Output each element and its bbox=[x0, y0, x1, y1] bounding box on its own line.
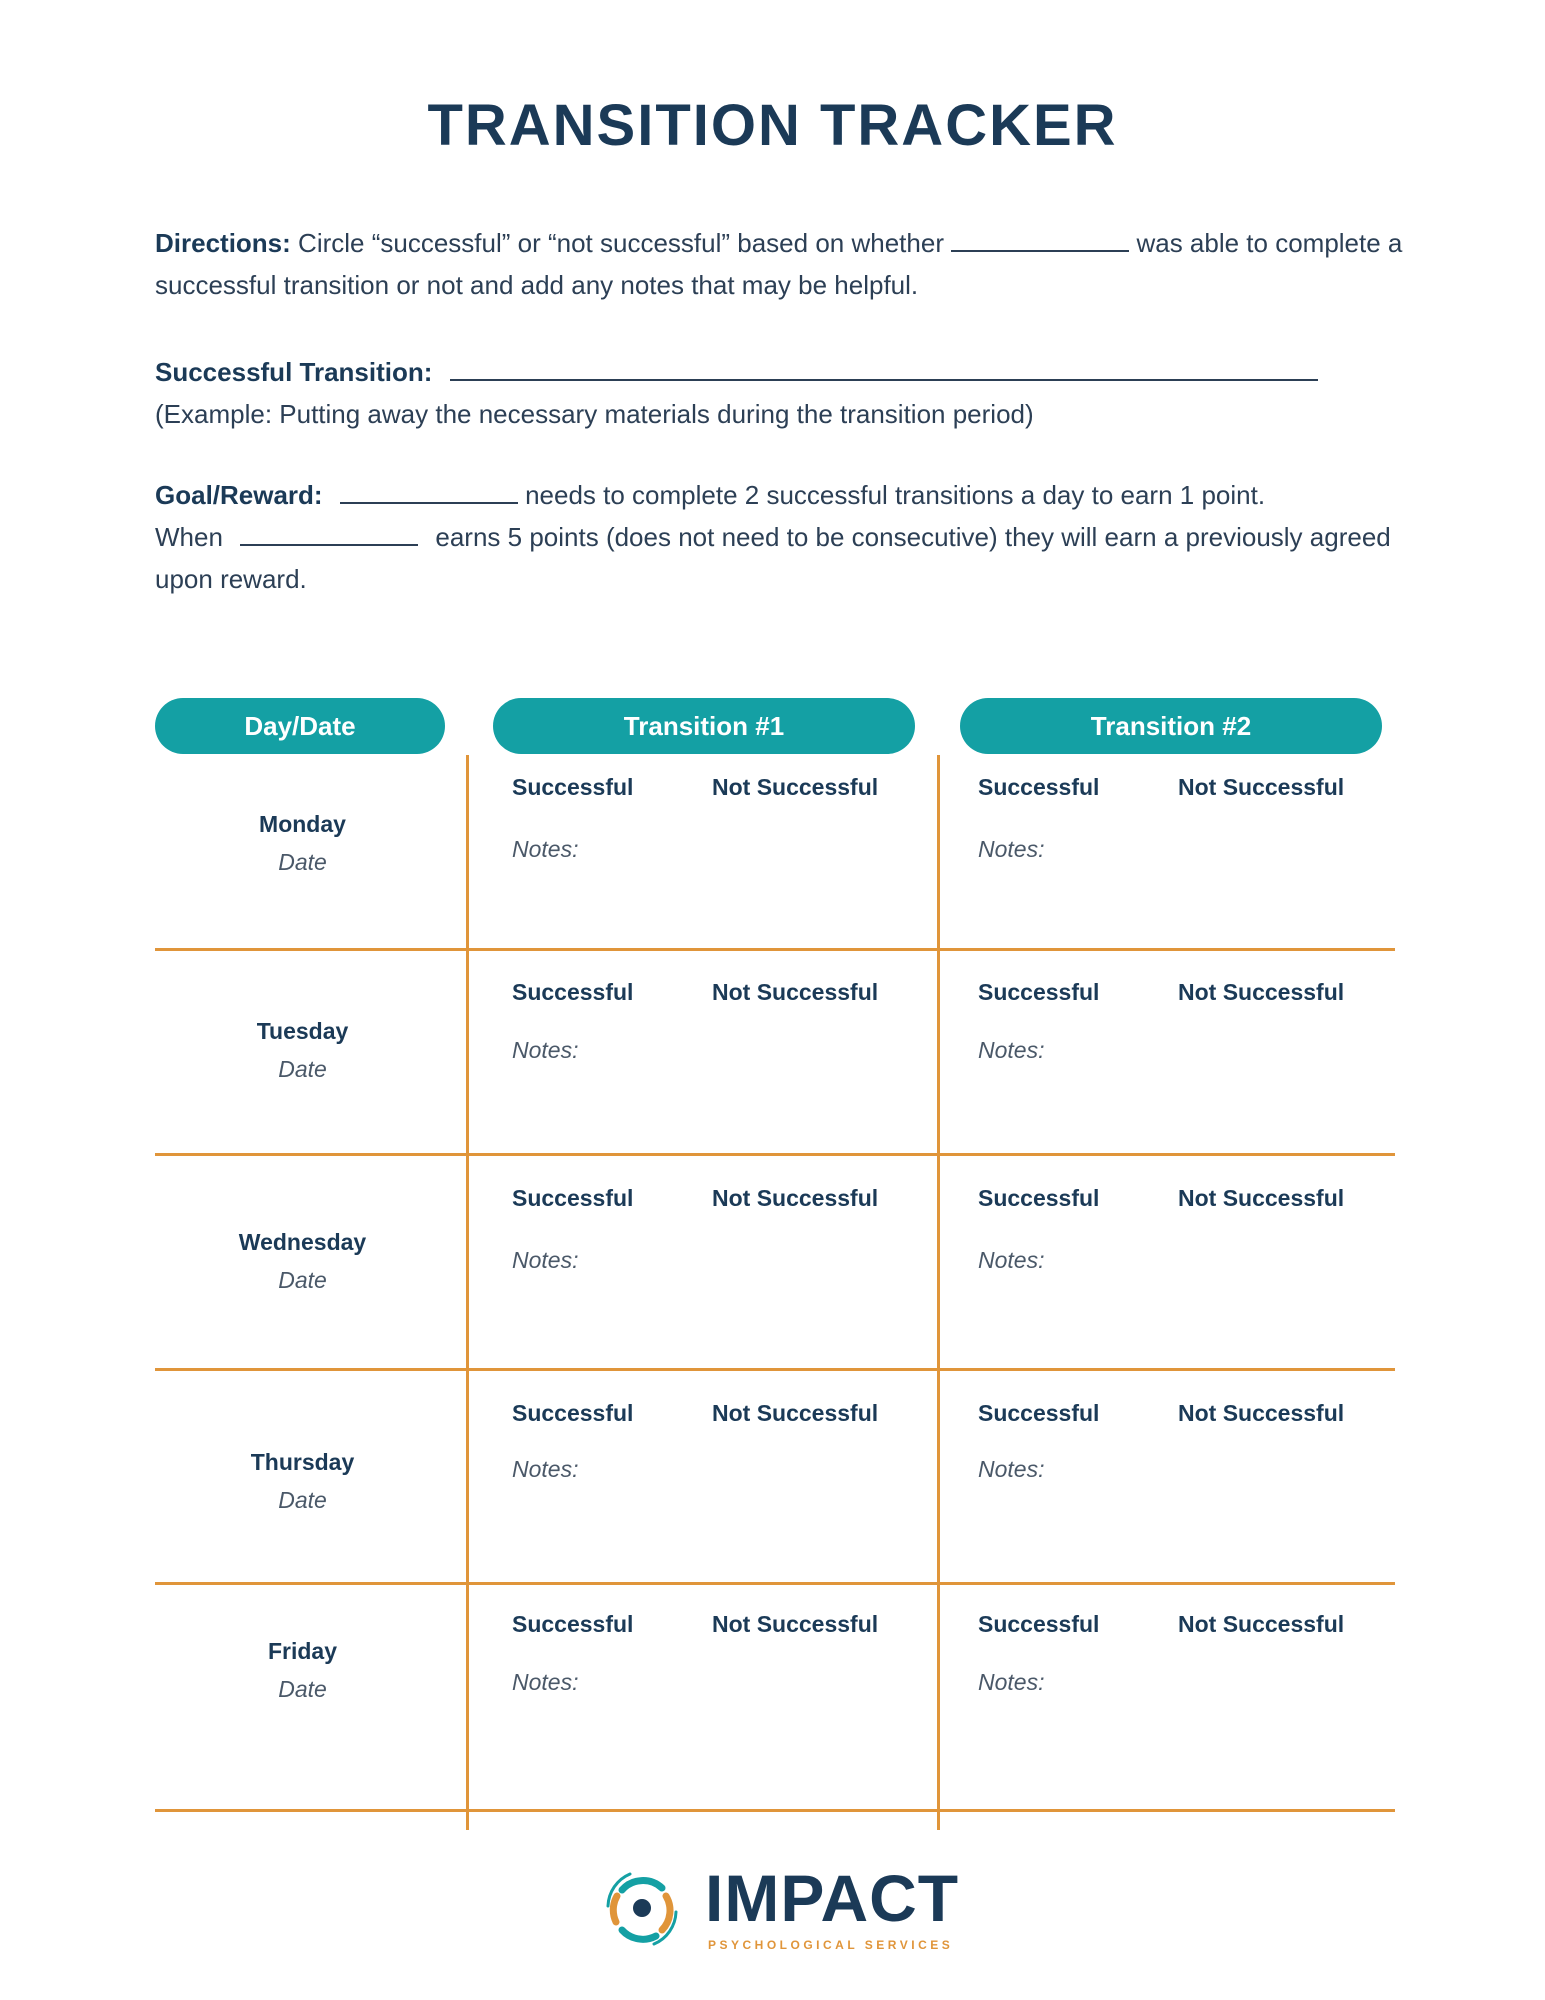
reward-student-blank[interactable] bbox=[240, 518, 418, 546]
day-name: Wednesday bbox=[238, 1229, 367, 1255]
notes-label[interactable]: Notes: bbox=[512, 836, 579, 862]
impact-logo bbox=[600, 1860, 960, 1960]
successful-option[interactable]: Successful bbox=[512, 774, 634, 800]
monday-transition-1 bbox=[512, 774, 982, 924]
day-date[interactable]: Date bbox=[278, 849, 327, 875]
row-divider bbox=[155, 948, 1395, 951]
student-name-blank[interactable] bbox=[951, 224, 1129, 252]
successful-option[interactable]: Successful bbox=[978, 1185, 1100, 1211]
monday-transition-2 bbox=[978, 774, 1448, 924]
row-divider bbox=[155, 1809, 1395, 1812]
header-transition-2: Transition #2 bbox=[960, 698, 1382, 754]
successful-option[interactable]: Successful bbox=[512, 1185, 634, 1211]
successful-option[interactable]: Successful bbox=[512, 1611, 634, 1637]
day-cell-wednesday bbox=[155, 1223, 450, 1299]
page-title: TRANSITION TRACKER bbox=[427, 93, 1118, 158]
notes-label[interactable]: Notes: bbox=[512, 1247, 579, 1273]
day-cell-monday bbox=[155, 805, 450, 881]
goal-reward-text-2b: earns 5 points (does not need to be consecutive) they will earn a previously agreed upon reward. bbox=[155, 522, 1391, 594]
day-cell-tuesday bbox=[155, 1012, 450, 1088]
day-name: Tuesday bbox=[256, 1018, 349, 1044]
day-cell-friday bbox=[155, 1632, 450, 1708]
successful-option[interactable]: Successful bbox=[978, 979, 1100, 1005]
notes-label[interactable]: Notes: bbox=[978, 1456, 1045, 1482]
not-successful-option[interactable]: Not Successful bbox=[1178, 1185, 1345, 1211]
day-date[interactable]: Date bbox=[278, 1676, 327, 1702]
successful-option[interactable]: Successful bbox=[978, 774, 1100, 800]
successful-option[interactable]: Successful bbox=[978, 1611, 1100, 1637]
goal-reward-text-2a: When bbox=[155, 522, 223, 552]
goal-reward-text-1: needs to complete 2 successful transitions a day to earn 1 point. bbox=[525, 480, 1266, 510]
goal-reward-paragraph bbox=[155, 474, 1405, 600]
not-successful-option[interactable]: Not Successful bbox=[712, 979, 879, 1005]
friday-transition-1 bbox=[512, 1611, 982, 1761]
wednesday-transition-1 bbox=[512, 1185, 982, 1335]
header-transition-1: Transition #1 bbox=[493, 698, 915, 754]
directions-paragraph bbox=[155, 222, 1405, 306]
grid-divider-1 bbox=[466, 755, 469, 1830]
not-successful-option[interactable]: Not Successful bbox=[1178, 1611, 1345, 1637]
row-divider bbox=[155, 1582, 1395, 1585]
logo-wordmark: IMPACT bbox=[705, 1861, 960, 1935]
directions-text-1: Circle “successful” or “not successful” based on whether bbox=[298, 228, 944, 258]
not-successful-option[interactable]: Not Successful bbox=[712, 1400, 879, 1426]
day-date[interactable]: Date bbox=[278, 1487, 327, 1513]
day-cell-thursday bbox=[155, 1443, 450, 1519]
goal-student-blank[interactable] bbox=[340, 476, 518, 504]
notes-label[interactable]: Notes: bbox=[512, 1037, 579, 1063]
thursday-transition-2 bbox=[978, 1400, 1448, 1550]
notes-label[interactable]: Notes: bbox=[978, 836, 1045, 862]
successful-transition-example: (Example: Putting away the necessary materials during the transition period) bbox=[155, 399, 1034, 429]
tuesday-transition-2 bbox=[978, 979, 1448, 1129]
not-successful-option[interactable]: Not Successful bbox=[712, 774, 879, 800]
thursday-transition-1 bbox=[512, 1400, 982, 1550]
impact-logo-icon bbox=[600, 1860, 690, 1956]
not-successful-option[interactable]: Not Successful bbox=[712, 1611, 879, 1637]
notes-label[interactable]: Notes: bbox=[978, 1247, 1045, 1273]
successful-transition-paragraph bbox=[155, 351, 1405, 435]
notes-label[interactable]: Notes: bbox=[978, 1669, 1045, 1695]
friday-transition-2 bbox=[978, 1611, 1448, 1761]
row-divider bbox=[155, 1153, 1395, 1156]
day-name: Monday bbox=[259, 811, 346, 837]
successful-option[interactable]: Successful bbox=[512, 979, 634, 1005]
not-successful-option[interactable]: Not Successful bbox=[1178, 774, 1345, 800]
notes-label[interactable]: Notes: bbox=[512, 1669, 579, 1695]
successful-transition-blank[interactable] bbox=[450, 353, 1318, 381]
not-successful-option[interactable]: Not Successful bbox=[1178, 1400, 1345, 1426]
notes-label[interactable]: Notes: bbox=[978, 1037, 1045, 1063]
not-successful-option[interactable]: Not Successful bbox=[712, 1185, 879, 1211]
header-day-date: Day/Date bbox=[155, 698, 445, 754]
not-successful-option[interactable]: Not Successful bbox=[1178, 979, 1345, 1005]
tuesday-transition-1 bbox=[512, 979, 982, 1129]
directions-label: Directions: bbox=[155, 228, 291, 258]
day-name: Friday bbox=[267, 1638, 338, 1664]
successful-option[interactable]: Successful bbox=[978, 1400, 1100, 1426]
day-date[interactable]: Date bbox=[278, 1056, 327, 1082]
directions-text-2: was able to complete a successful transition or not and add any notes that may be helpful. bbox=[155, 228, 1403, 300]
logo-tagline: PSYCHOLOGICAL SERVICES bbox=[708, 1938, 954, 1952]
notes-label[interactable]: Notes: bbox=[512, 1456, 579, 1482]
day-date[interactable]: Date bbox=[278, 1267, 327, 1293]
row-divider bbox=[155, 1368, 1395, 1371]
day-name: Thursday bbox=[250, 1449, 355, 1475]
wednesday-transition-2 bbox=[978, 1185, 1448, 1335]
goal-reward-label: Goal/Reward: bbox=[155, 480, 323, 510]
successful-transition-label: Successful Transition: bbox=[155, 357, 433, 387]
successful-option[interactable]: Successful bbox=[512, 1400, 634, 1426]
